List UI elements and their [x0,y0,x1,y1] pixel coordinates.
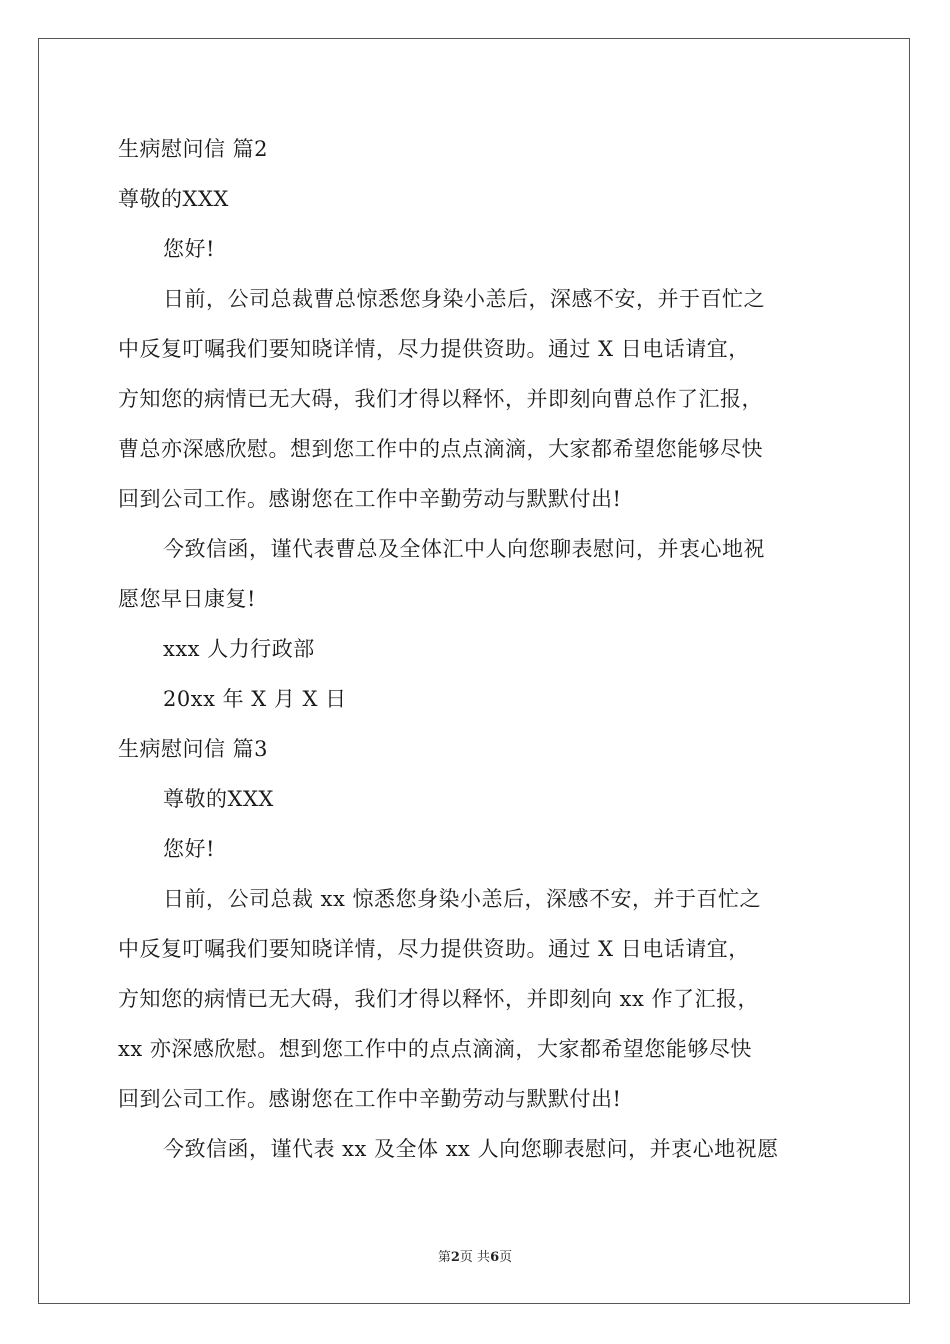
footer-mid: 页 共 [459,1250,491,1265]
paragraph-line: 愿您早日康复! [118,587,256,611]
paragraph-line: 回到公司工作。感谢您在工作中辛勤劳动与默默付出! [118,1087,622,1111]
page-footer [0,1246,950,1265]
signature-date: 20xx 年 X 月 X 日 [163,687,347,711]
salutation: 尊敬的XXX [163,787,274,811]
page-border [38,38,910,1304]
paragraph-line: 今致信函，谨代表 xx 及全体 xx 人向您聊表慰问，并衷心地祝愿 [163,1137,779,1161]
footer-suffix: 页 [499,1250,513,1265]
paragraph-line: 方知您的病情已无大碍，我们才得以释怀，并即刻向曹总作了汇报， [118,387,763,411]
section-title: 生病慰问信 篇3 [118,737,269,761]
footer-prefix: 第 [437,1250,451,1265]
paragraph-line: 今致信函，谨代表曹总及全体汇中人向您聊表慰问，并衷心地祝 [163,537,765,561]
paragraph-line: xx 亦深感欣慰。想到您工作中的点点滴滴，大家都希望您能够尽快 [118,1037,752,1061]
paragraph-line: 中反复叮嘱我们要知晓详情，尽力提供资助。通过 X 日电话请宜， [118,937,750,961]
paragraph-line: 日前，公司总裁曹总惊悉您身染小恙后，深感不安，并于百忙之 [163,287,765,311]
paragraph-line: 回到公司工作。感谢您在工作中辛勤劳动与默默付出! [118,487,622,511]
signature-department: xxx 人力行政部 [163,637,315,661]
paragraph-line: 中反复叮嘱我们要知晓详情，尽力提供资助。通过 X 日电话请宜， [118,337,750,361]
paragraph-line: 方知您的病情已无大碍，我们才得以释怀，并即刻向 xx 作了汇报， [118,987,760,1011]
footer-page-number: 2 [450,1250,460,1265]
salutation: 尊敬的XXX [118,187,229,211]
greeting: 您好! [163,837,215,861]
footer-total-pages: 6 [490,1250,500,1265]
section-title: 生病慰问信 篇2 [118,137,269,161]
paragraph-line: 日前，公司总裁 xx 惊悉您身染小恙后，深感不安，并于百忙之 [163,887,762,911]
greeting: 您好! [163,237,215,261]
paragraph-line: 曹总亦深感欣慰。想到您工作中的点点滴滴，大家都希望您能够尽快 [118,437,763,461]
